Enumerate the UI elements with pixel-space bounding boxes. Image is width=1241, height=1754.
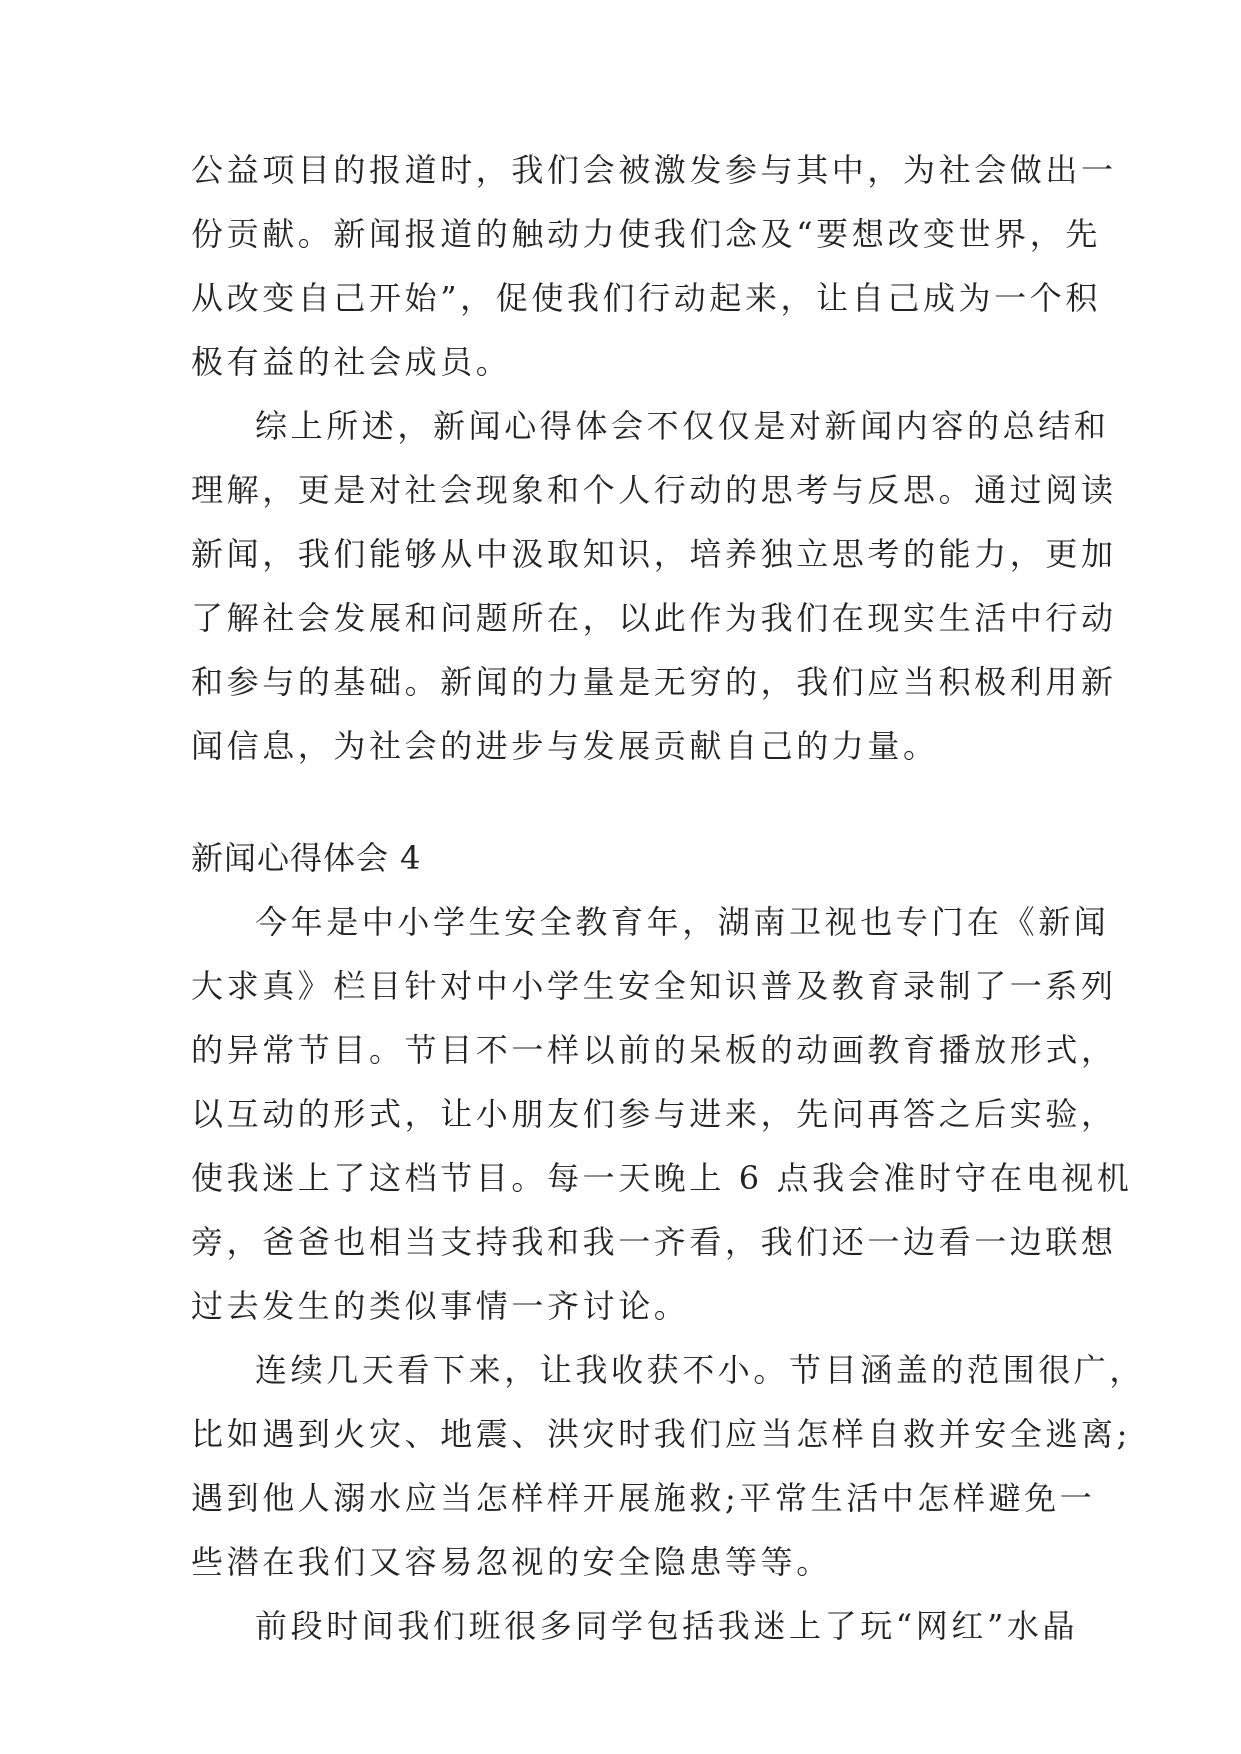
text-line: 综上所述，新闻心得体会不仅仅是对新闻内容的总结和 (255, 407, 1110, 445)
text-line: 闻信息，为社会的进步与发展贡献自己的力量。 (191, 727, 939, 765)
text-line: 大求真》栏目针对中小学生安全知识普及教育录制了一系列 (191, 967, 1117, 1005)
text-line: 新闻，我们能够从中汲取知识，培养独立思考的能力，更加 (191, 535, 1117, 573)
text-line: 以互动的形式，让小朋友们参与进来，先问再答之后实验， (191, 1095, 1117, 1133)
text-line: 从改变自己开始”，促使我们行动起来，让自己成为一个积 (191, 279, 1101, 317)
text-line: 极有益的社会成员。 (191, 343, 512, 381)
text-line: 份贡献。新闻报道的触动力使我们念及“要想改变世界，先 (191, 215, 1101, 253)
text-line: 前段时间我们班很多同学包括我迷上了玩“网红”水晶 (255, 1607, 1079, 1645)
text-line: 理解，更是对社会现象和个人行动的思考与反思。通过阅读 (191, 471, 1117, 509)
text-line: 比如遇到火灾、地震、洪灾时我们应当怎样自救并安全逃离; (191, 1415, 1131, 1453)
section-title: 新闻心得体会 4 (191, 839, 422, 877)
text-line: 今年是中小学生安全教育年，湖南卫视也专门在《新闻 (255, 903, 1110, 941)
text-line: 过去发生的类似事情一齐讨论。 (191, 1287, 690, 1325)
text-line: 公益项目的报道时，我们会被激发参与其中，为社会做出一 (191, 151, 1117, 189)
text-line: 的异常节目。节目不一样以前的呆板的动画教育播放形式， (191, 1031, 1117, 1069)
text-line: 些潜在我们又容易忽视的安全隐患等等。 (191, 1543, 832, 1581)
text-line: 了解社会发展和问题所在，以此作为我们在现实生活中行动 (191, 599, 1117, 637)
text-line: 使我迷上了这档节目。每一天晚上 6 点我会准时守在电视机 (191, 1159, 1133, 1197)
text-line: 和参与的基础。新闻的力量是无穷的，我们应当积极利用新 (191, 663, 1117, 701)
text-line: 旁，爸爸也相当支持我和我一齐看，我们还一边看一边联想 (191, 1223, 1117, 1261)
text-line: 遇到他人溺水应当怎样样开展施救;平常生活中怎样避免一 (191, 1479, 1096, 1517)
text-line: 连续几天看下来，让我收获不小。节目涵盖的范围很广， (255, 1351, 1146, 1389)
